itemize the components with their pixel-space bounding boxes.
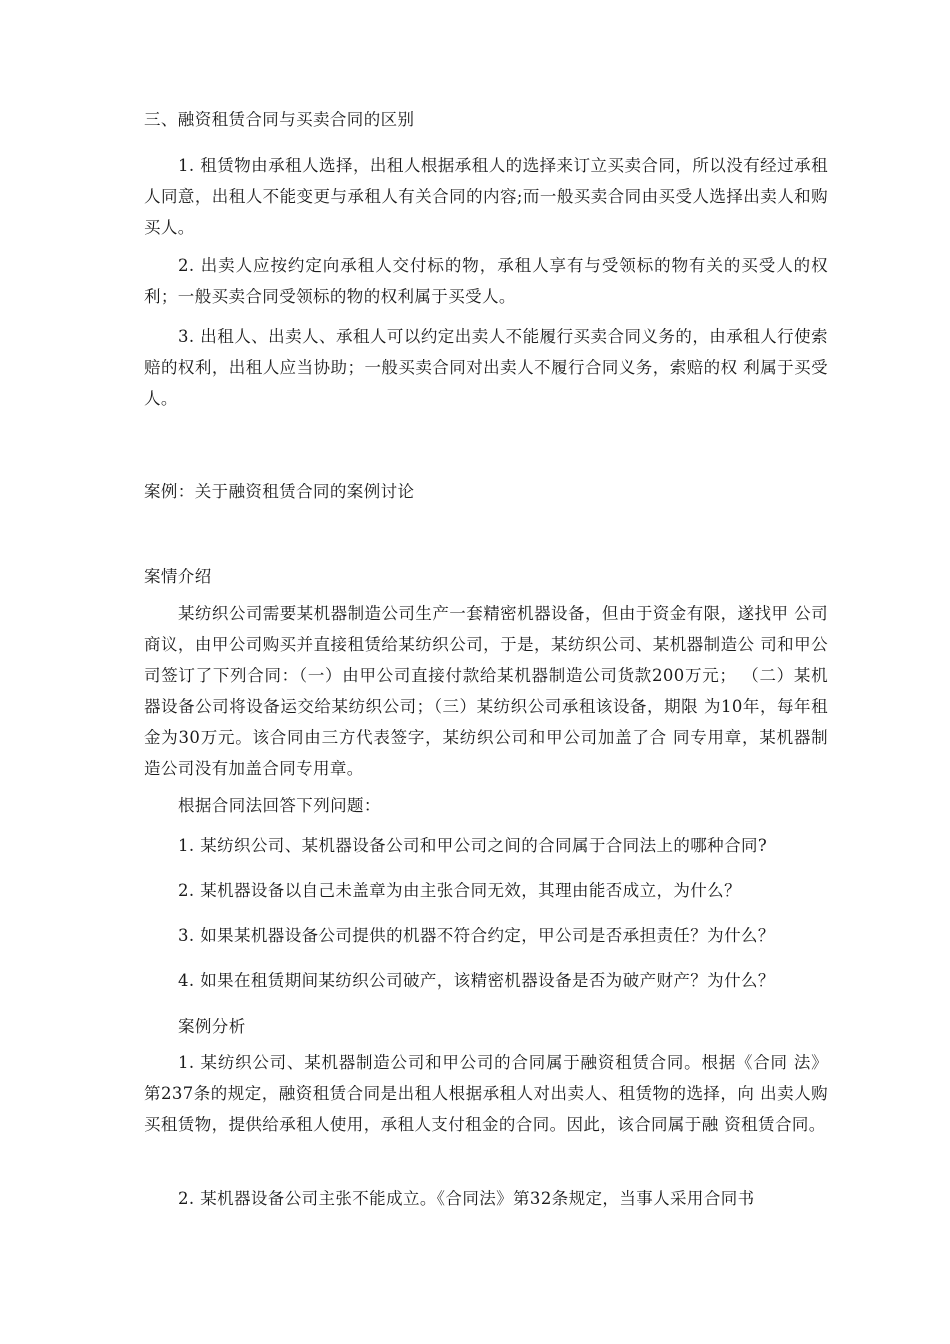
question-4: 4. 如果在租赁期间某纺织公司破产，该精密机器设备是否为破产财产？为什么？	[178, 971, 775, 990]
section-item-1: 1. 租赁物由承租人选择，出租人根据承租人的选择来订立买卖合同，所以没有经过承租人同意，出租人不能变更与承租人有关合同的内容;而一般买卖合同由买受人选择出卖人和购买人。	[144, 156, 828, 237]
analysis-heading: 案例分析	[178, 1017, 246, 1036]
question-1: 1. 某纺织公司、某机器设备公司和甲公司之间的合同属于合同法上的哪种合同?	[178, 836, 768, 855]
section-item-2: 2. 出卖人应按约定向承租人交付标的物，承租人享有与受领标的物有关的买受人的权利；一般买卖合同受领标的物的权利属于买受人。	[144, 256, 828, 306]
question-prompt: 根据合同法回答下列问题：	[178, 796, 381, 815]
analysis-2: 2. 某机器设备公司主张不能成立。《合同法》第32条规定，当事人采用合同书	[178, 1189, 755, 1208]
question-3: 3. 如果某机器设备公司提供的机器不符合约定，甲公司是否承担责任？为什么？	[178, 926, 775, 945]
section-item-3: 3. 出租人、出卖人、承租人可以约定出卖人不能履行买卖合同义务的，由承租人行使索赔的权利，出租人应当协助；一般买卖合同对出卖人不履行合同义务，索赔的权 利属于买受人。	[144, 327, 828, 408]
intro-heading: 案情介绍	[144, 567, 212, 586]
analysis-1: 1. 某纺织公司、某机器制造公司和甲公司的合同属于融资租赁合同。根据《合同 法》第237条的规定，融资租赁合同是出租人根据承租人对出卖人、租赁物的选择，向 出卖人购买租赁物，提供给承租人使用，承租人支付租金的合同。因此，该合同属于融 资租赁合同。	[144, 1053, 828, 1134]
intro-text: 某纺织公司需要某机器制造公司生产一套精密机器设备，但由于资金有限，遂找甲 公司商议，由甲公司购买并直接租赁给某纺织公司，于是，某纺织公司、某机器制造公 司和甲公司签订了下列合同：（一）由甲公司直接付款给某机器制造公司货款200万元； （二）某机器设备公司将设备运交给某纺织公司；（三）某纺织公司承租该设备，期限 为10年，每年租金为30万元。该合同由三方代表签字，某纺织公司和甲公司加盖了合 同专用章，某机器制造公司没有加盖合同专用章。	[144, 604, 828, 778]
case-title: 案例：关于融资租赁合同的案例讨论	[144, 482, 415, 501]
section-heading: 三、融资租赁合同与买卖合同的区别	[144, 110, 415, 129]
question-2: 2. 某机器设备以自己未盖章为由主张合同无效，其理由能否成立，为什么？	[178, 881, 741, 900]
